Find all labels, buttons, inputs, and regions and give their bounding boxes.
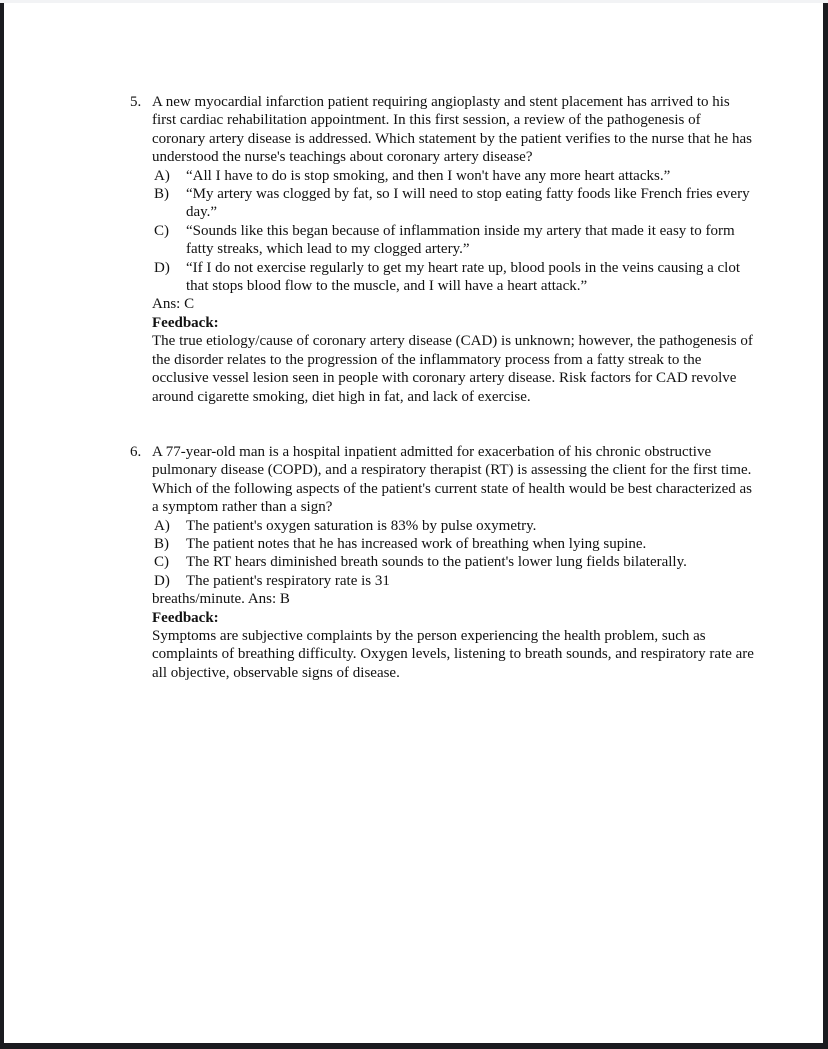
question-6-feedback-label: Feedback: — [152, 609, 219, 626]
question-5-option-b — [154, 185, 755, 222]
question-5-options — [152, 167, 755, 296]
question-5-stem: A new myocardial infarction patient requiring angioplasty and stent placement has arrived to his first cardiac rehabilitation appointment. In this first session, a review of the pathogenesis of coronary artery disease is addressed. Which statement by the patient verifies to the nurse that he has understood the nurse's teachings about coronary artery disease? — [152, 94, 752, 166]
option-letter: D) — [154, 572, 170, 589]
option-letter: A) — [154, 167, 170, 184]
question-6-body — [152, 443, 755, 682]
option-text: “My artery was clogged by fat, so I will need to stop eating fatty foods like French fries every day.” — [186, 186, 750, 221]
question-6 — [130, 443, 755, 682]
question-5-body — [152, 93, 755, 406]
option-letter: D) — [154, 259, 170, 276]
option-text: “All I have to do is stop smoking, and then I won't have any more heart attacks.” — [186, 167, 671, 184]
question-5-option-d — [154, 259, 755, 296]
question-6-option-d — [154, 572, 755, 590]
page-content — [4, 3, 823, 1043]
question-5-answer: Ans: C — [152, 296, 195, 313]
question-6-number: 6. — [130, 443, 142, 460]
option-text: The patient notes that he has increased work of breathing when lying supine. — [186, 535, 647, 552]
question-6-feedback-text: Symptoms are subjective complaints by the person experiencing the health problem, such as complaints of breathing difficulty. Oxygen levels, listening to breath sounds, and respiratory rate are all objective, observable signs of disease. — [152, 627, 754, 681]
option-letter: B) — [154, 535, 169, 552]
question-6-stem: A 77-year-old man is a hospital inpatient admitted for exacerbation of his chronic obstructive pulmonary disease (COPD), and a respiratory therapist (RT) is assessing the client for the first time. Which of the following aspects of the patient's current state of health would be best characterized as a symptom rather than a sign? — [152, 443, 752, 516]
question-5-feedback-text: The true etiology/cause of coronary artery disease (CAD) is unknown; however, the pathogenesis of the disorder relates to the progression of the inflammatory process from a fatty streak to the occlusive vessel lesion seen in people with coronary artery disease. Risk factors for CAD revolve around cigarette smoking, diet high in fat, and lack of exercise. — [152, 333, 753, 405]
option-letter: C) — [154, 554, 169, 571]
question-5-option-c — [154, 222, 755, 259]
option-text: The patient's oxygen saturation is 83% by pulse oxymetry. — [186, 517, 537, 534]
option-text: The RT hears diminished breath sounds to the patient's lower lung fields bilaterally. — [186, 554, 687, 571]
question-5-number: 5. — [130, 94, 142, 110]
question-6-answer-line: breaths/minute. Ans: B — [152, 591, 290, 608]
option-text: “If I do not exercise regularly to get my heart rate up, blood pools in the veins causing a clot that stops blood flow to the muscle, and I will have a heart attack.” — [186, 259, 740, 295]
option-letter: B) — [154, 186, 169, 203]
option-text: “Sounds like this began because of inflammation inside my artery that made it easy to form fatty streaks, which lead to my clogged artery.” — [186, 222, 735, 258]
question-6-option-c — [154, 553, 755, 571]
question-5-option-a — [154, 167, 755, 185]
option-letter: A) — [154, 517, 170, 534]
question-5-feedback-label: Feedback: — [152, 314, 219, 331]
question-6-option-a — [154, 517, 755, 535]
option-text: The patient's respiratory rate is 31 — [186, 572, 390, 589]
question-6-option-b — [154, 535, 755, 553]
document-page — [4, 3, 823, 1043]
question-5 — [130, 93, 755, 406]
option-letter: C) — [154, 222, 169, 239]
viewer-top-gap — [0, 0, 828, 3]
question-6-options — [152, 517, 755, 591]
